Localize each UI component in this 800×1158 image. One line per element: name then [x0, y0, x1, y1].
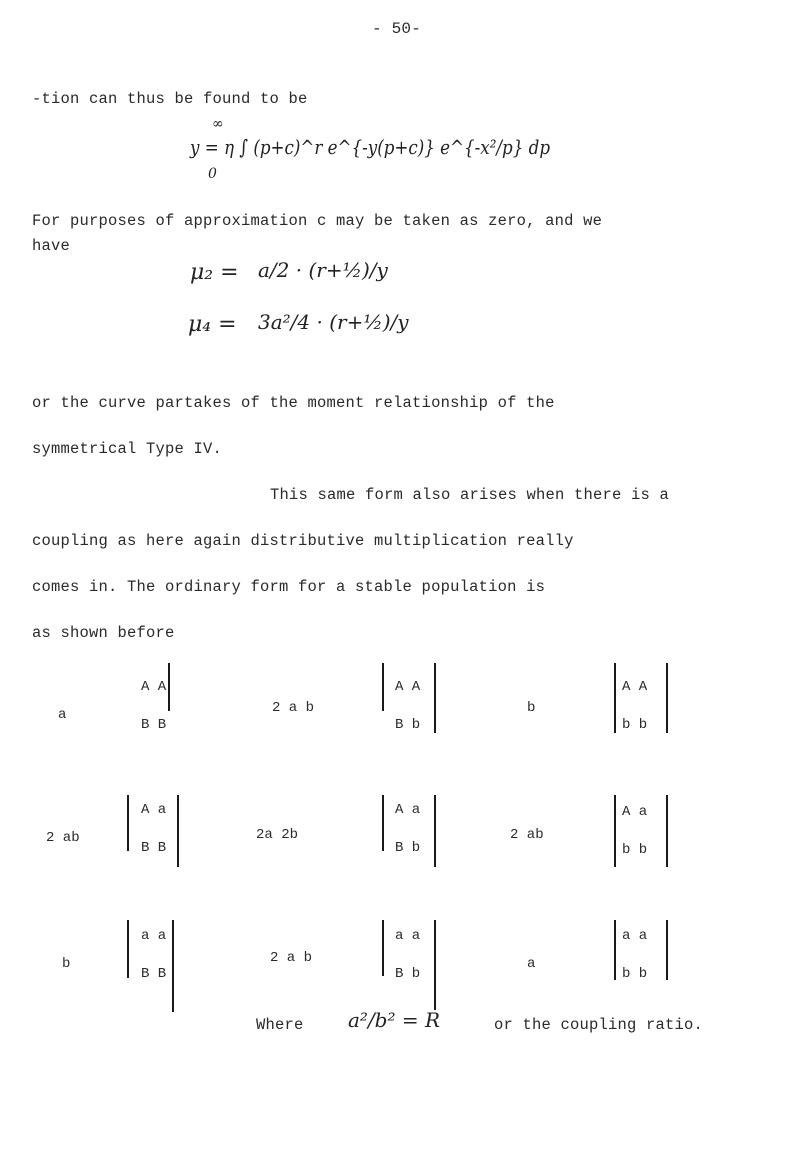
vbar-r3c3-right — [434, 920, 436, 1010]
cell-r2c3-bottom: B b — [395, 840, 421, 856]
text-line-8: as shown before — [32, 624, 175, 642]
integral-upper-limit: ∞ — [212, 116, 224, 132]
integral-formula — [180, 114, 600, 184]
vbar-r2c1-left — [127, 795, 129, 851]
cell-r3c3-top: a a — [395, 928, 421, 944]
cell-r1c3-bottom: B b — [395, 717, 421, 733]
vbar-r2c1-right — [177, 795, 179, 867]
cell-r1c3-top: A A — [395, 679, 421, 695]
cell-r3c3-bottom: B b — [395, 966, 421, 982]
cell-r3c1-bottom: B B — [141, 966, 167, 982]
cell-r2c1-bottom: B B — [141, 840, 167, 856]
vbar-r1c3-left — [382, 663, 384, 711]
where-label: Where — [256, 1016, 304, 1034]
integral-formula-text: y = η ∫ (p+c)^r e^{-y(p+c)} e^{-x²/p} dp — [189, 135, 551, 159]
text-line-2-have: have — [32, 237, 71, 255]
cell-r3c4: a — [527, 956, 536, 972]
text-line-5: This same form also arises when there is a — [270, 486, 670, 504]
cell-r2c5-top: A a — [622, 804, 648, 820]
cell-r1c1-bottom: B B — [141, 717, 167, 733]
vbar-r2c3-right — [434, 795, 436, 867]
mu2-lhs: μ₂ = — [190, 260, 239, 285]
vbar-r1c5-right — [666, 663, 668, 733]
vbar-r1c3-right — [434, 663, 436, 733]
cell-r2c5-bottom: b b — [622, 842, 648, 858]
cell-r3c5-bottom: b b — [622, 966, 648, 982]
vbar-r3c1-right — [172, 920, 174, 1012]
cell-r2c2: 2a 2b — [256, 827, 299, 843]
text-line-2: For purposes of approximation c may be taken as zero, and we — [32, 212, 603, 230]
mu4-lhs: μ₄ = — [188, 312, 237, 337]
vbar-r2c5-right — [666, 795, 668, 867]
where-tail: or the coupling ratio. — [494, 1016, 704, 1034]
vbar-r3c5-right — [666, 920, 668, 980]
cell-r2c3-top: A a — [395, 802, 421, 818]
text-line-4: symmetrical Type IV. — [32, 440, 223, 458]
cell-r1c5-bottom: b b — [622, 717, 648, 733]
mu4-rhs: 3a²/4 · (r+½)/y — [258, 310, 409, 334]
mu2-rhs: a/2 · (r+½)/y — [258, 258, 388, 282]
where-equation: a²/b² = R — [348, 1008, 441, 1032]
vbar-r1c5-left — [614, 663, 616, 733]
cell-r1c4: b — [527, 700, 536, 716]
cell-r1c2: 2 a b — [272, 700, 315, 716]
vbar-r3c1-left — [127, 920, 129, 978]
cell-r1c5-top: A A — [622, 679, 648, 695]
text-line-7: comes in. The ordinary form for a stable population is — [32, 578, 546, 596]
cell-r1c1-top: A A — [141, 679, 167, 695]
row-label-2: 2 ab — [46, 830, 80, 846]
vbar-r2c5-left — [614, 795, 616, 867]
cell-r2c1-top: A a — [141, 802, 167, 818]
cell-r3c1-top: a a — [141, 928, 167, 944]
vbar-r3c3-left — [382, 920, 384, 976]
integral-lower-limit: 0 — [208, 166, 217, 182]
cell-r2c4: 2 ab — [510, 827, 544, 843]
cell-r3c5-top: a a — [622, 928, 648, 944]
text-line-3: or the curve partakes of the moment relationship of the — [32, 394, 555, 412]
row-label-1: a — [58, 707, 67, 723]
text-line-1: -tion can thus be found to be — [32, 90, 308, 108]
page-number: - 50- — [372, 20, 422, 38]
text-line-6: coupling as here again distributive multiplication really — [32, 532, 574, 550]
vbar-r3c5-left — [614, 920, 616, 980]
cell-r3c2: 2 a b — [270, 950, 313, 966]
row-label-3: b — [62, 956, 71, 972]
vbar-r1c1-right — [168, 663, 170, 711]
vbar-r2c3-left — [382, 795, 384, 851]
